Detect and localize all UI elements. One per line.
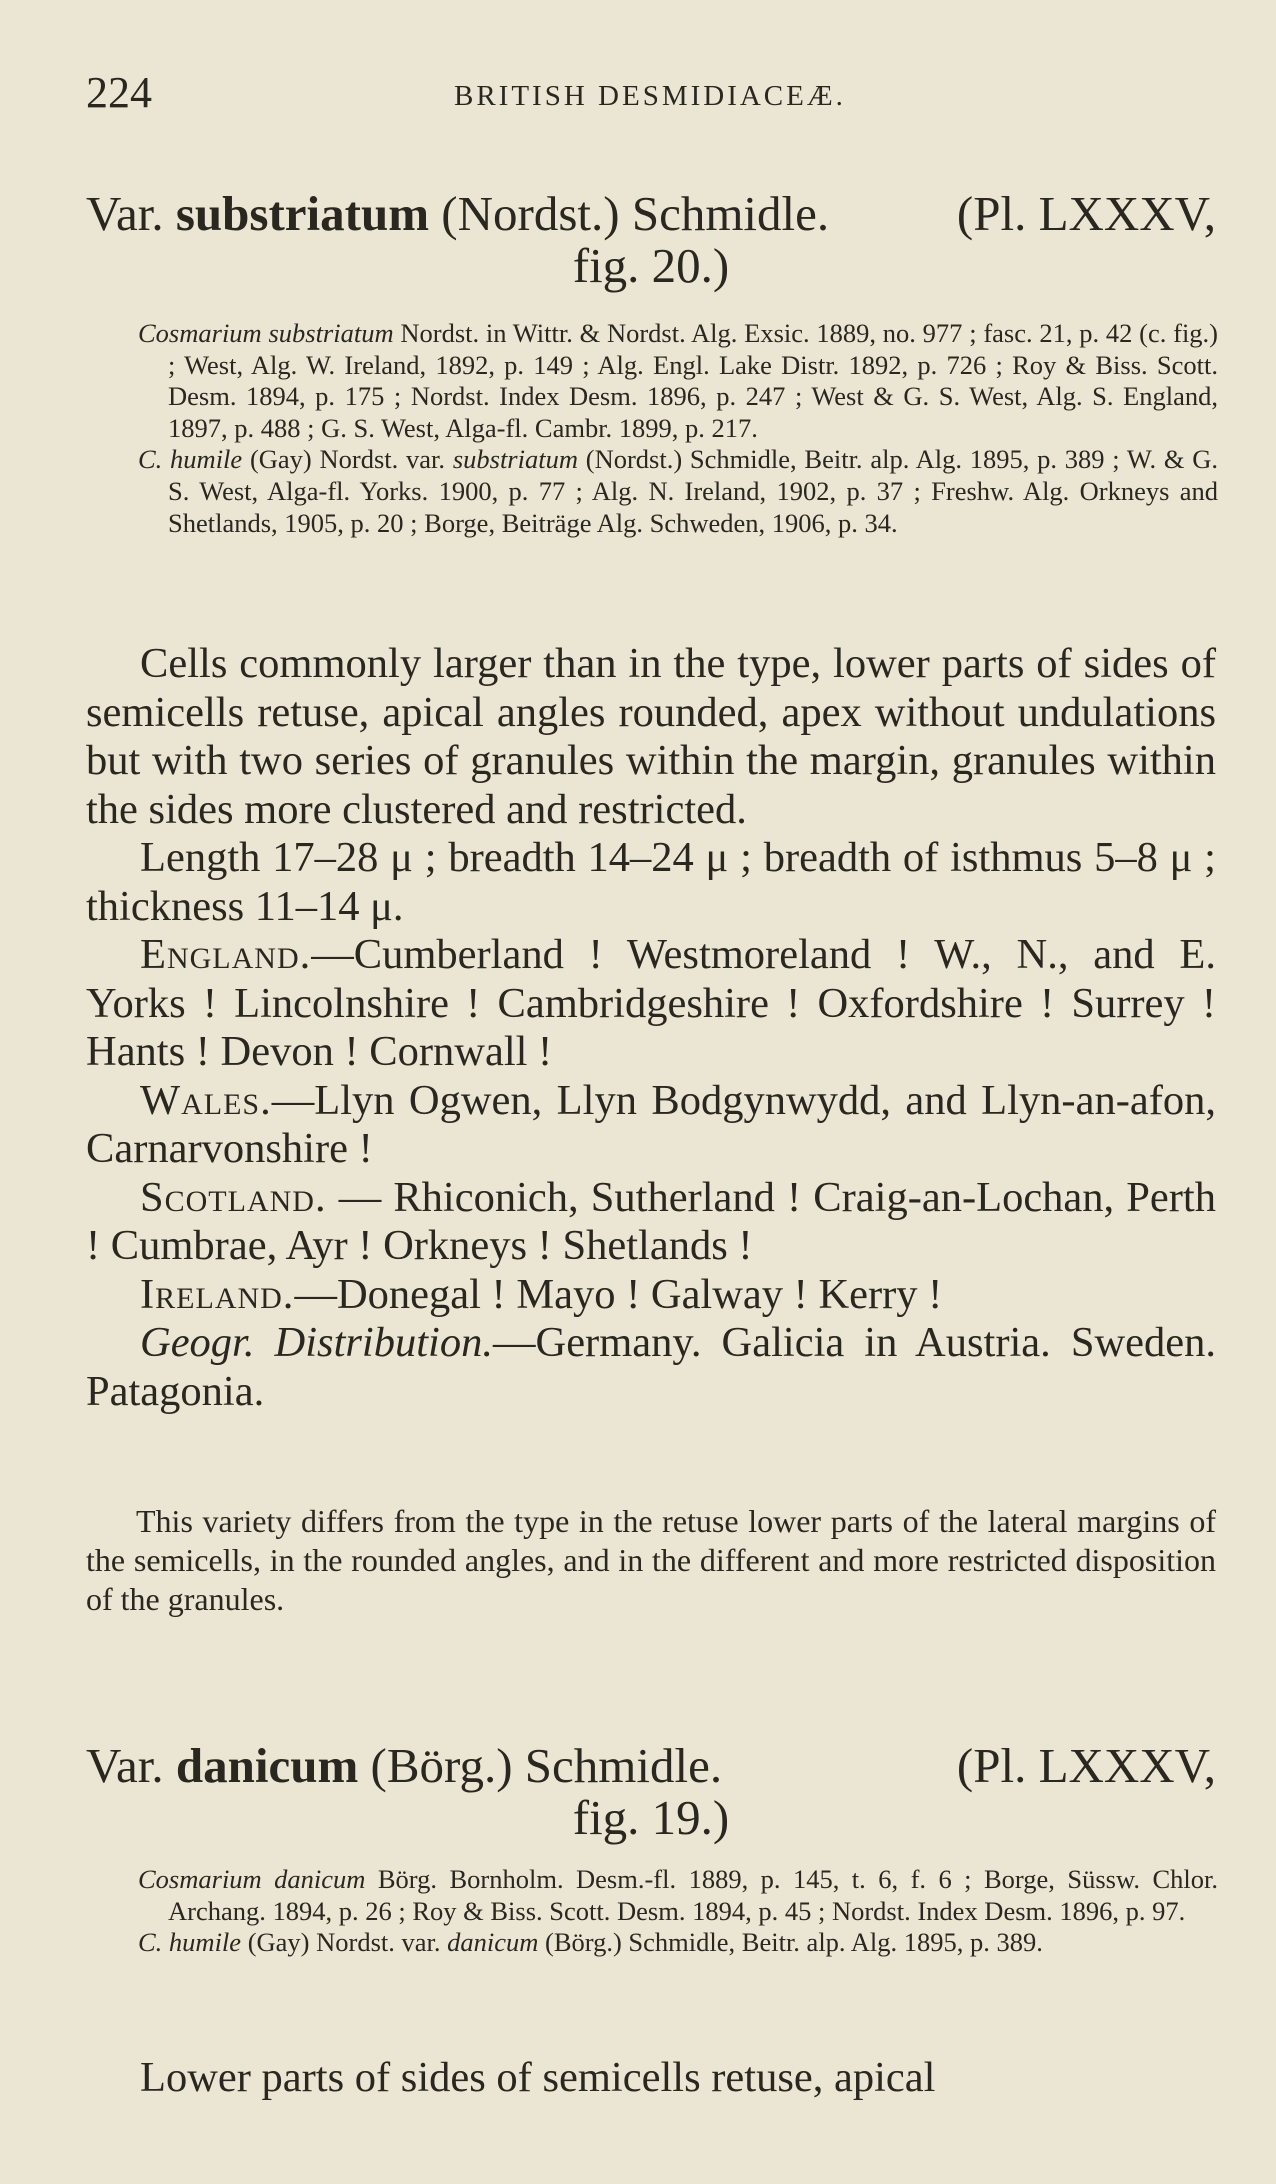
region-text: — Rhiconich, Sutherland ! Craig-an-Lochan, Perth ! Cumbrae, Ayr ! Orkneys ! Shetlands ! xyxy=(86,1173,1216,1269)
citation-list xyxy=(138,1864,1218,1959)
description-paragraph: Cells commonly larger than in the type, lower parts of sides of semicells retuse, apical angles rounded, apex without undulations but with two series of granules within the margin, granules within the sides more clustered and restricted. xyxy=(86,640,1216,833)
region-text: —Donegal ! Mayo ! Galway ! Kerry ! xyxy=(294,1270,943,1318)
citation-text: (Gay) Nordst. var. xyxy=(249,444,446,475)
distribution-wales xyxy=(86,1077,1216,1174)
dimensions-paragraph: Length 17–28 μ ; breadth 14–24 μ ; breadth of isthmus 5–8 μ ; thickness 11–14 μ. xyxy=(86,834,1216,930)
distribution-england xyxy=(86,931,1216,1077)
citation-text: (Börg.) Schmidle, Beitr. alp. Alg. 1895, p. 389. xyxy=(545,1927,1043,1958)
note-paragraph: This variety differs from the type in the retuse lower parts of the lateral margins of the semicells, in the rounded angles, and in the different and more restricted disposition of the granules. xyxy=(86,1503,1216,1617)
citation-entry xyxy=(138,1927,1218,1959)
page-header xyxy=(86,68,1216,118)
region-text: —Cumberland ! Westmoreland ! W., N., and E. Yorks ! Lincolnshire ! Cambridgeshire ! Oxfordshire ! Surrey ! Hants ! Devon ! Cornwall ! xyxy=(86,931,1216,1075)
variety-name: substriatum xyxy=(175,186,430,241)
citation-taxon: C. humile xyxy=(138,1927,242,1958)
plate-reference: (Pl. LXXXV, xyxy=(956,186,1216,241)
citation-entry xyxy=(138,1864,1218,1927)
distribution-ireland xyxy=(86,1271,1216,1320)
variety-authority: (Börg.) Schmidle. xyxy=(370,1738,723,1793)
variety-prefix: Var. xyxy=(86,1738,164,1793)
running-head: BRITISH DESMIDIACEÆ. xyxy=(454,80,846,112)
region-text: —Llyn Ogwen, Llyn Bodgynwydd, and Llyn-an-afon, Carnarvonshire ! xyxy=(86,1076,1216,1172)
citation-text: Nordst. in Wittr. & Nordst. Alg. Exsic. 1889, no. 977 ; fasc. 21, p. 42 (c. fig.) ; West, Alg. W. Ireland, 1892, p. 149 ; Alg. Engl. Lake Distr. 1892, p. 726 ; Roy & Biss. Scott. Desm. 1894, p. 175 ; Nordst. Index Desm. 1896, p. 247 ; West & G. S. West, Alg. S. England, 1897, p. 488 ; G. S. West, Alga-fl. Cambr. 1899, p. 217. xyxy=(168,318,1219,443)
distribution-scotland xyxy=(86,1174,1216,1271)
variety-prefix: Var. xyxy=(86,186,164,241)
region-label: Wales. xyxy=(140,1076,272,1124)
citation-taxon: C. humile xyxy=(138,444,243,475)
citation-taxon: substriatum xyxy=(452,444,578,475)
variety-heading-danicum xyxy=(86,1740,1216,1844)
variety-authority: (Nordst.) Schmidle. xyxy=(441,186,830,241)
citation-taxon: danicum xyxy=(447,1927,539,1958)
citation-text: (Gay) Nordst. var. xyxy=(247,1927,441,1958)
plate-reference: (Pl. LXXXV, xyxy=(956,1738,1216,1793)
citation-entry xyxy=(138,444,1218,539)
region-label: Ireland. xyxy=(140,1270,295,1318)
region-label: Scotland. xyxy=(140,1173,327,1221)
citation-taxon: Cosmarium substriatum xyxy=(138,318,394,348)
region-text: —Germany. Galicia in Austria. Sweden. Patagonia. xyxy=(86,1319,1216,1415)
description-paragraph: Lower parts of sides of semicells retuse, apical xyxy=(140,2054,936,2101)
citation-list xyxy=(138,318,1218,539)
figure-reference: fig. 20.) xyxy=(572,238,730,293)
variety-name: danicum xyxy=(175,1738,359,1793)
citation-taxon: Cosmarium danicum xyxy=(138,1864,366,1894)
description-body xyxy=(86,2054,1216,2103)
geographic-distribution xyxy=(86,1319,1216,1416)
page-number: 224 xyxy=(86,68,152,117)
description-body xyxy=(86,640,1216,1416)
variety-heading-substriatum xyxy=(86,188,1216,292)
citation-text: (Nordst.) Schmidle, Beitr. alp. Alg. 1895, p. 389 ; W. & G. S. West, Alga-fl. Yorks. 1900, p. 77 ; Alg. N. Ireland, 1902, p. 37 ; Freshw. Alg. Orkneys and Shetlands, 1905, p. 20 ; Borge, Beiträge Alg. Schweden, 1906, p. 34. xyxy=(168,444,1219,538)
region-label: England. xyxy=(140,931,312,978)
citation-entry xyxy=(138,318,1218,444)
figure-reference: fig. 19.) xyxy=(572,1790,730,1845)
region-label: Geogr. Distribution. xyxy=(140,1319,493,1366)
citation-text: Börg. Bornholm. Desm.-fl. 1889, p. 145, t. 6, f. 6 ; Borge, Süssw. Chlor. Archang. 1894, p. 26 ; Roy & Biss. Scott. Desm. 1894, p. 45 ; Nordst. Index Desm. 1896, p. 97. xyxy=(168,1864,1219,1926)
variety-note xyxy=(86,1502,1216,1619)
